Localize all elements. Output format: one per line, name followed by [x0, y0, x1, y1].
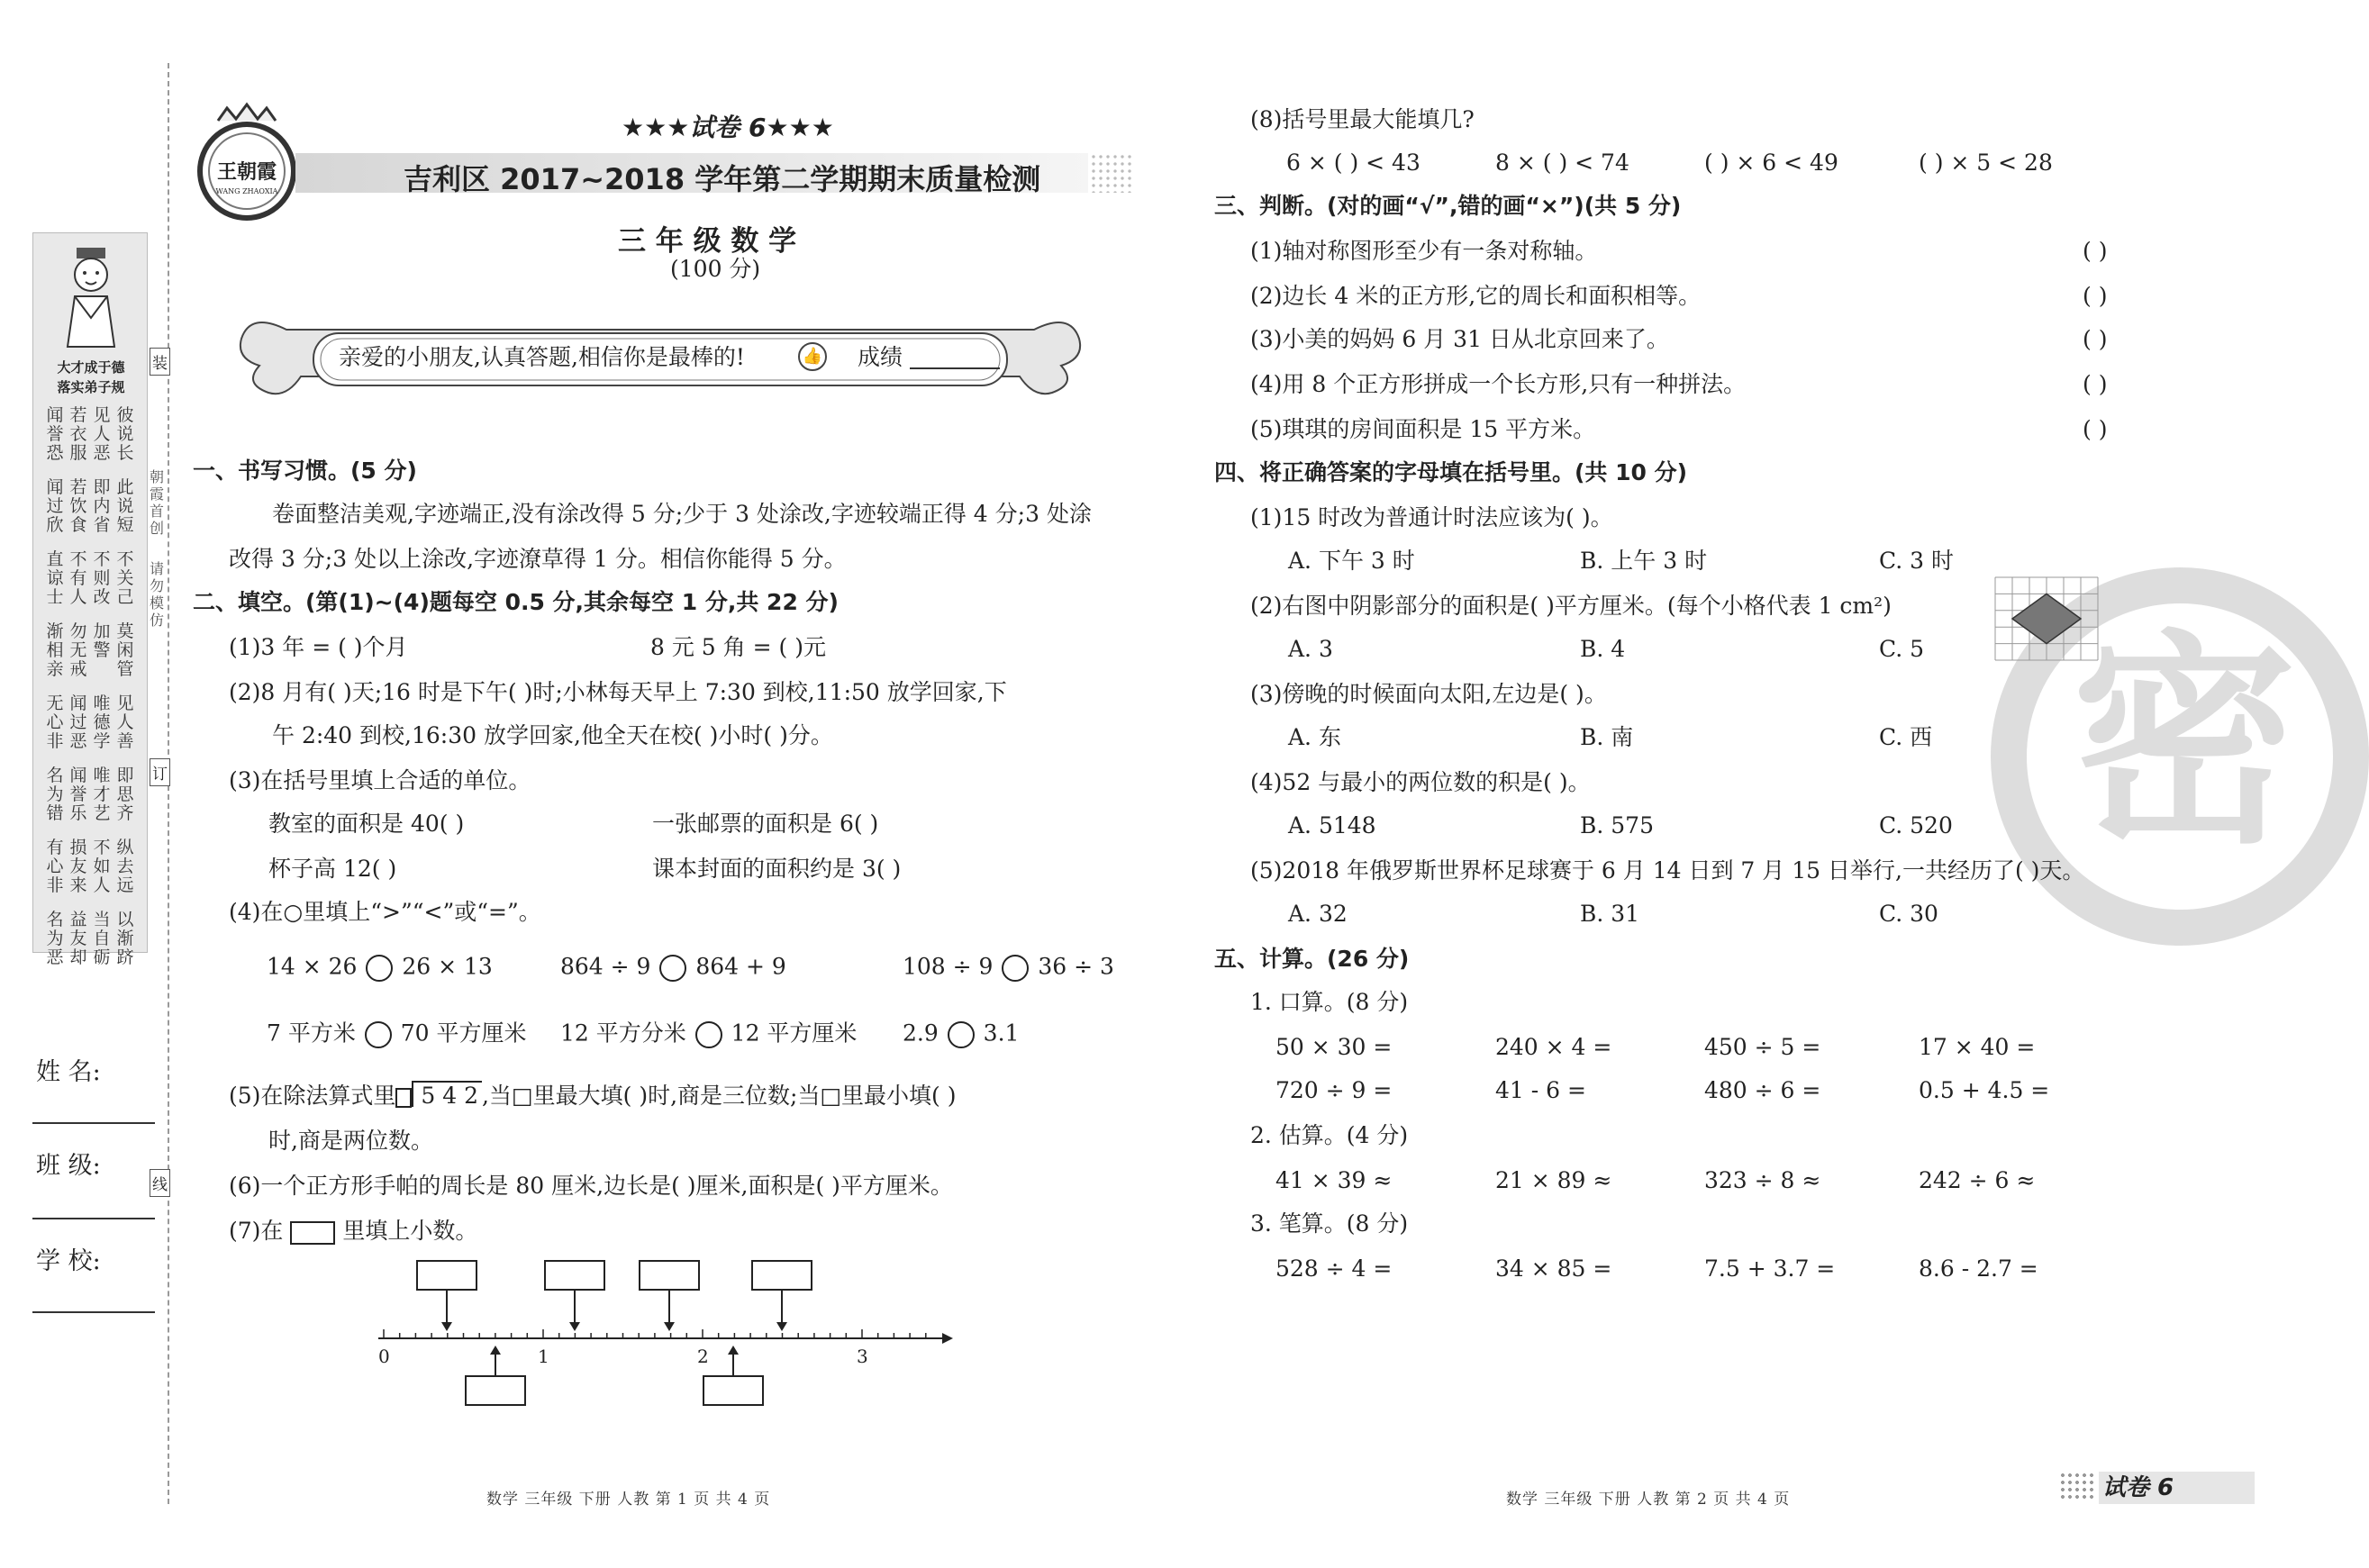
proverb-column: 纵去远	[116, 838, 134, 895]
compare-circle[interactable]	[659, 955, 686, 982]
mc-5-question: (5)2018 年俄罗斯世界杯足球赛于 6 月 14 日到 7 月 15 日举行,一共经历了( )天。	[1250, 857, 2085, 884]
calc-1-title: 1. 口算。(8 分)	[1250, 989, 1409, 1015]
judge-answer-3[interactable]: ( )	[2083, 326, 2108, 352]
judge-2: (2)边长 4 米的正方形,它的周长和面积相等。	[1250, 283, 1702, 309]
tick-label-0: 0	[378, 1346, 390, 1367]
written-calc: 7.5 + 3.7 =	[1704, 1255, 1836, 1282]
proverb-column: 唯德学	[93, 693, 111, 751]
oral-calc: 480 ÷ 6 =	[1704, 1077, 1821, 1103]
q8-item-4: ( ) × 5 < 28	[1919, 150, 2053, 176]
compare-item-5: 12 平方分米 12 平方厘米	[560, 1021, 857, 1048]
proverb-column: 此说短	[116, 477, 134, 535]
q3-item-d: 课本封面的面积约是 3( )	[652, 856, 902, 882]
oral-calc: 50 × 30 =	[1275, 1034, 1393, 1060]
compare-circle[interactable]	[365, 1021, 392, 1048]
proverb-column: 不如人	[93, 838, 111, 895]
proverb-column: 若饮食	[69, 477, 87, 535]
written-calc: 528 ÷ 4 =	[1275, 1255, 1393, 1282]
subject-title: 三 年 级 数 学	[618, 225, 797, 258]
tick-label-2: 2	[697, 1346, 709, 1367]
q1-part-a: (1)3 年 = ( )个月	[229, 634, 408, 660]
proverb-column: 渐相亲	[46, 621, 64, 679]
q8-item-1: 6 × ( ) < 43	[1286, 150, 1420, 176]
dividend: 5 4 2	[412, 1081, 482, 1107]
footer-left: 数学 三年级 下册 人教 第 1 页 共 4 页	[486, 1491, 771, 1509]
greeting-text: 亲爱的小朋友,认真答题,相信你是最棒的!	[339, 344, 745, 370]
oral-calc: 41 - 6 =	[1495, 1077, 1586, 1103]
judge-5: (5)琪琪的房间面积是 15 平方米。	[1250, 416, 1596, 442]
stamp-char: 密	[2072, 612, 2297, 874]
class-line[interactable]	[32, 1218, 155, 1219]
section-3-title: 三、判断。(对的画“√”,错的画“×”)(共 5 分)	[1214, 193, 1682, 219]
publisher-logo	[193, 101, 301, 227]
mc-2-option-c[interactable]: C. 5	[1879, 636, 1925, 662]
written-calc: 34 × 85 =	[1495, 1255, 1612, 1282]
mc-3-question: (3)傍晚的时候面向太阳,左边是( )。	[1250, 681, 1607, 707]
mc-3-option-a[interactable]: A. 东	[1288, 724, 1341, 750]
compare-item-1: 14 × 26 26 × 13	[267, 955, 493, 982]
school-line[interactable]	[32, 1311, 155, 1313]
estimate-calc: 242 ÷ 6 ≈	[1919, 1167, 2036, 1193]
title-dot-pattern	[1090, 153, 1131, 193]
proverb-column: 闻过恶	[69, 693, 87, 751]
proverb-column: 勿无戒	[69, 621, 87, 679]
judge-3: (3)小美的妈妈 6 月 31 日从北京回来了。	[1250, 326, 1669, 352]
q8-item-3: ( ) × 6 < 49	[1704, 150, 1838, 176]
proverb-panel	[32, 232, 148, 967]
estimate-calc: 323 ÷ 8 ≈	[1704, 1167, 1821, 1193]
judge-answer-1[interactable]: ( )	[2083, 238, 2108, 264]
q3-item-b: 一张邮票的面积是 6( )	[652, 811, 879, 837]
oral-calc: 450 ÷ 5 =	[1704, 1034, 1821, 1060]
name-line[interactable]	[32, 1122, 155, 1124]
answer-box-sample	[290, 1221, 335, 1245]
proverb-column: 唯才艺	[93, 766, 111, 823]
mc-5-option-a[interactable]: A. 32	[1288, 901, 1348, 927]
scholar-illustration	[55, 246, 127, 354]
q2-line-2: 午 2:40 到校,16:30 放学回家,他全天在校( )小时( )分。	[272, 722, 833, 748]
exam-title: 吉利区 2017~2018 学年第二学期期末质量检测	[404, 162, 1041, 196]
tick-label-1: 1	[538, 1346, 549, 1367]
proverb-column: 彼说长	[116, 405, 134, 463]
proverb-column: 莫闲管	[116, 621, 134, 679]
q5-line-1: (5)在除法算式里 5 4 2 ,当□里最大填( )时,商是三位数;当□里最小填( )	[229, 1083, 957, 1109]
calc-2-title: 2. 估算。(4 分)	[1250, 1122, 1409, 1148]
q4-stem: (4)在○里填上“>”“<”或“=”。	[229, 899, 541, 925]
motto-top: 大才成于德	[57, 359, 125, 376]
compare-circle[interactable]	[366, 955, 393, 982]
proverb-column: 不关己	[116, 549, 134, 607]
proverb-column: 若衣服	[69, 405, 87, 463]
estimate-calc: 21 × 89 ≈	[1495, 1167, 1612, 1193]
mc-4-option-a[interactable]: A. 5148	[1288, 812, 1376, 838]
proverb-column: 益友却	[69, 910, 87, 967]
mc-2-option-a[interactable]: A. 3	[1288, 636, 1333, 662]
judge-4: (4)用 8 个正方形拼成一个长方形,只有一种拼法。	[1250, 371, 1747, 397]
mc-1-option-c[interactable]: C. 3 时	[1879, 548, 1954, 574]
thumbs-up-icon: 👍	[798, 342, 827, 371]
score-field[interactable]	[910, 367, 1000, 369]
paper-tag-footer: 试卷 6	[2099, 1472, 2255, 1504]
proverb-column: 有心非	[46, 838, 64, 895]
q2-line-1: (2)8 月有( )天;16 时是下午( )时;小林每天早上 7:30 到校,11:50 放学回家,下	[229, 679, 1007, 705]
compare-circle[interactable]	[948, 1021, 975, 1048]
mc-1-option-b[interactable]: B. 上午 3 时	[1580, 548, 1708, 574]
compare-circle[interactable]	[695, 1021, 722, 1048]
proverb-column: 闻誉恐	[46, 405, 64, 463]
proverb-column: 即内省	[93, 477, 111, 535]
score-total: (100 分)	[670, 256, 761, 282]
copyright-note-a: 朝霞首创	[150, 468, 165, 537]
oral-calc: 17 × 40 =	[1919, 1034, 2036, 1060]
logo-text: 王朝霞	[216, 161, 277, 184]
compare-item-2: 864 ÷ 9 864 + 9	[560, 955, 786, 982]
q1-part-b: 8 元 5 角 = ( )元	[650, 634, 826, 660]
proverb-column: 以渐跻	[116, 910, 134, 967]
footer-right: 数学 三年级 下册 人教 第 2 页 共 4 页	[1506, 1491, 1791, 1509]
proverb-column: 闻誉乐	[69, 766, 87, 823]
judge-1: (1)轴对称图形至少有一条对称轴。	[1250, 238, 1598, 264]
section-4-title: 四、将正确答案的字母填在括号里。(共 10 分)	[1214, 459, 1688, 485]
mc-5-option-c[interactable]: C. 30	[1879, 901, 1938, 927]
logo-subtext: WANG ZHAOXIA	[215, 187, 278, 195]
section-1-title: 一、书写习惯。(5 分)	[193, 458, 417, 484]
proverb-column: 即思齐	[116, 766, 134, 823]
motto-bottom: 落实弟子规	[57, 379, 125, 395]
greeting-banner	[232, 303, 1088, 400]
compare-item-3: 108 ÷ 9 36 ÷ 3	[903, 955, 1114, 982]
mc-2-option-b[interactable]: B. 4	[1580, 636, 1626, 662]
estimate-calc: 41 × 39 ≈	[1275, 1167, 1393, 1193]
calc-3-title: 3. 笔算。(8 分)	[1250, 1210, 1409, 1237]
proverb-column: 当自砺	[93, 910, 111, 967]
s1-line-2: 改得 3 分;3 处以上涂改,字迹潦草得 1 分。相信你能得 5 分。	[229, 546, 847, 572]
mc-4-option-b[interactable]: B. 575	[1580, 812, 1654, 838]
mc-1-question: (1)15 时改为普通计时法应该为( )。	[1250, 504, 1613, 530]
proverb-column: 加警	[93, 621, 111, 660]
proverb-column: 损友来	[69, 838, 87, 895]
score-label: 成绩	[858, 344, 903, 370]
q6: (6)一个正方形手帕的周长是 80 厘米,边长是( )厘米,面积是( )平方厘米。	[229, 1173, 953, 1199]
seal-char-1: 装	[150, 348, 170, 376]
q8-item-2: 8 × ( ) < 74	[1495, 150, 1629, 176]
q3-item-c: 杯子高 12( )	[268, 856, 397, 882]
proverb-column: 不有人	[69, 549, 87, 607]
number-line	[369, 1255, 955, 1409]
mc-5-option-b[interactable]: B. 31	[1580, 901, 1640, 927]
oral-calc: 240 × 4 =	[1495, 1034, 1612, 1060]
judge-answer-2[interactable]: ( )	[2083, 283, 2108, 309]
name-label: 姓 名:	[36, 1058, 101, 1086]
judge-answer-5[interactable]: ( )	[2083, 416, 2108, 442]
q3-item-a: 教室的面积是 40( )	[268, 811, 465, 837]
judge-answer-4[interactable]: ( )	[2083, 371, 2108, 397]
mc-3-option-b[interactable]: B. 南	[1580, 724, 1634, 750]
proverb-column: 闻过欣	[46, 477, 64, 535]
oral-calc: 0.5 + 4.5 =	[1919, 1077, 2050, 1103]
mc-4-option-c[interactable]: C. 520	[1879, 812, 1953, 838]
mc-2-question: (2)右图中阴影部分的面积是( )平方厘米。(每个小格代表 1 cm²)	[1250, 593, 1892, 619]
school-label: 学 校:	[36, 1247, 101, 1275]
compare-circle[interactable]	[1002, 955, 1029, 982]
mc-4-question: (4)52 与最小的两位数的积是( )。	[1250, 769, 1591, 795]
proverb-column: 见人恶	[93, 405, 111, 463]
q3-stem: (3)在括号里填上合适的单位。	[229, 767, 531, 793]
mc-1-option-a[interactable]: A. 下午 3 时	[1288, 548, 1415, 574]
compare-item-4: 7 平方米 70 平方厘米	[267, 1021, 527, 1048]
proverb-column: 直谅士	[46, 549, 64, 607]
tick-label-3: 3	[857, 1346, 868, 1367]
class-label: 班 级:	[36, 1152, 101, 1180]
written-calc: 8.6 - 2.7 =	[1919, 1255, 2038, 1282]
section-5-title: 五、计算。(26 分)	[1214, 946, 1410, 972]
q5-line-2: 时,商是两位数。	[268, 1128, 433, 1154]
paper-tag: ★★★试卷 6★★★	[622, 113, 834, 142]
proverb-column: 见人善	[116, 693, 134, 751]
proverb-column: 名为错	[46, 766, 64, 823]
section-2-title: 二、填空。(第(1)~(4)题每空 0.5 分,其余每空 1 分,共 22 分)	[193, 589, 839, 615]
compare-item-6: 2.9 3.1	[903, 1021, 1019, 1048]
seal-char-3: 线	[150, 1169, 170, 1197]
q7-stem: (7)在 里填上小数。	[229, 1218, 478, 1244]
proverb-column: 无心非	[46, 693, 64, 751]
copyright-note-b: 请勿模仿	[150, 560, 165, 629]
oral-calc: 720 ÷ 9 =	[1275, 1077, 1393, 1103]
s1-line-1: 卷面整洁美观,字迹端正,没有涂改得 5 分;少于 3 处涂改,字迹较端正得 4 分;3 处涂	[272, 501, 1092, 527]
q8-stem: (8)括号里最大能填几?	[1250, 106, 1475, 132]
proverb-column: 名为恶	[46, 910, 64, 967]
proverb-column: 不则改	[93, 549, 111, 607]
grid-shaded-figure	[1994, 576, 2099, 661]
mc-3-option-c[interactable]: C. 西	[1879, 724, 1933, 750]
tag-dot-pattern	[2059, 1472, 2095, 1499]
divisor-box[interactable]	[395, 1088, 412, 1108]
seal-char-2: 订	[150, 758, 170, 786]
